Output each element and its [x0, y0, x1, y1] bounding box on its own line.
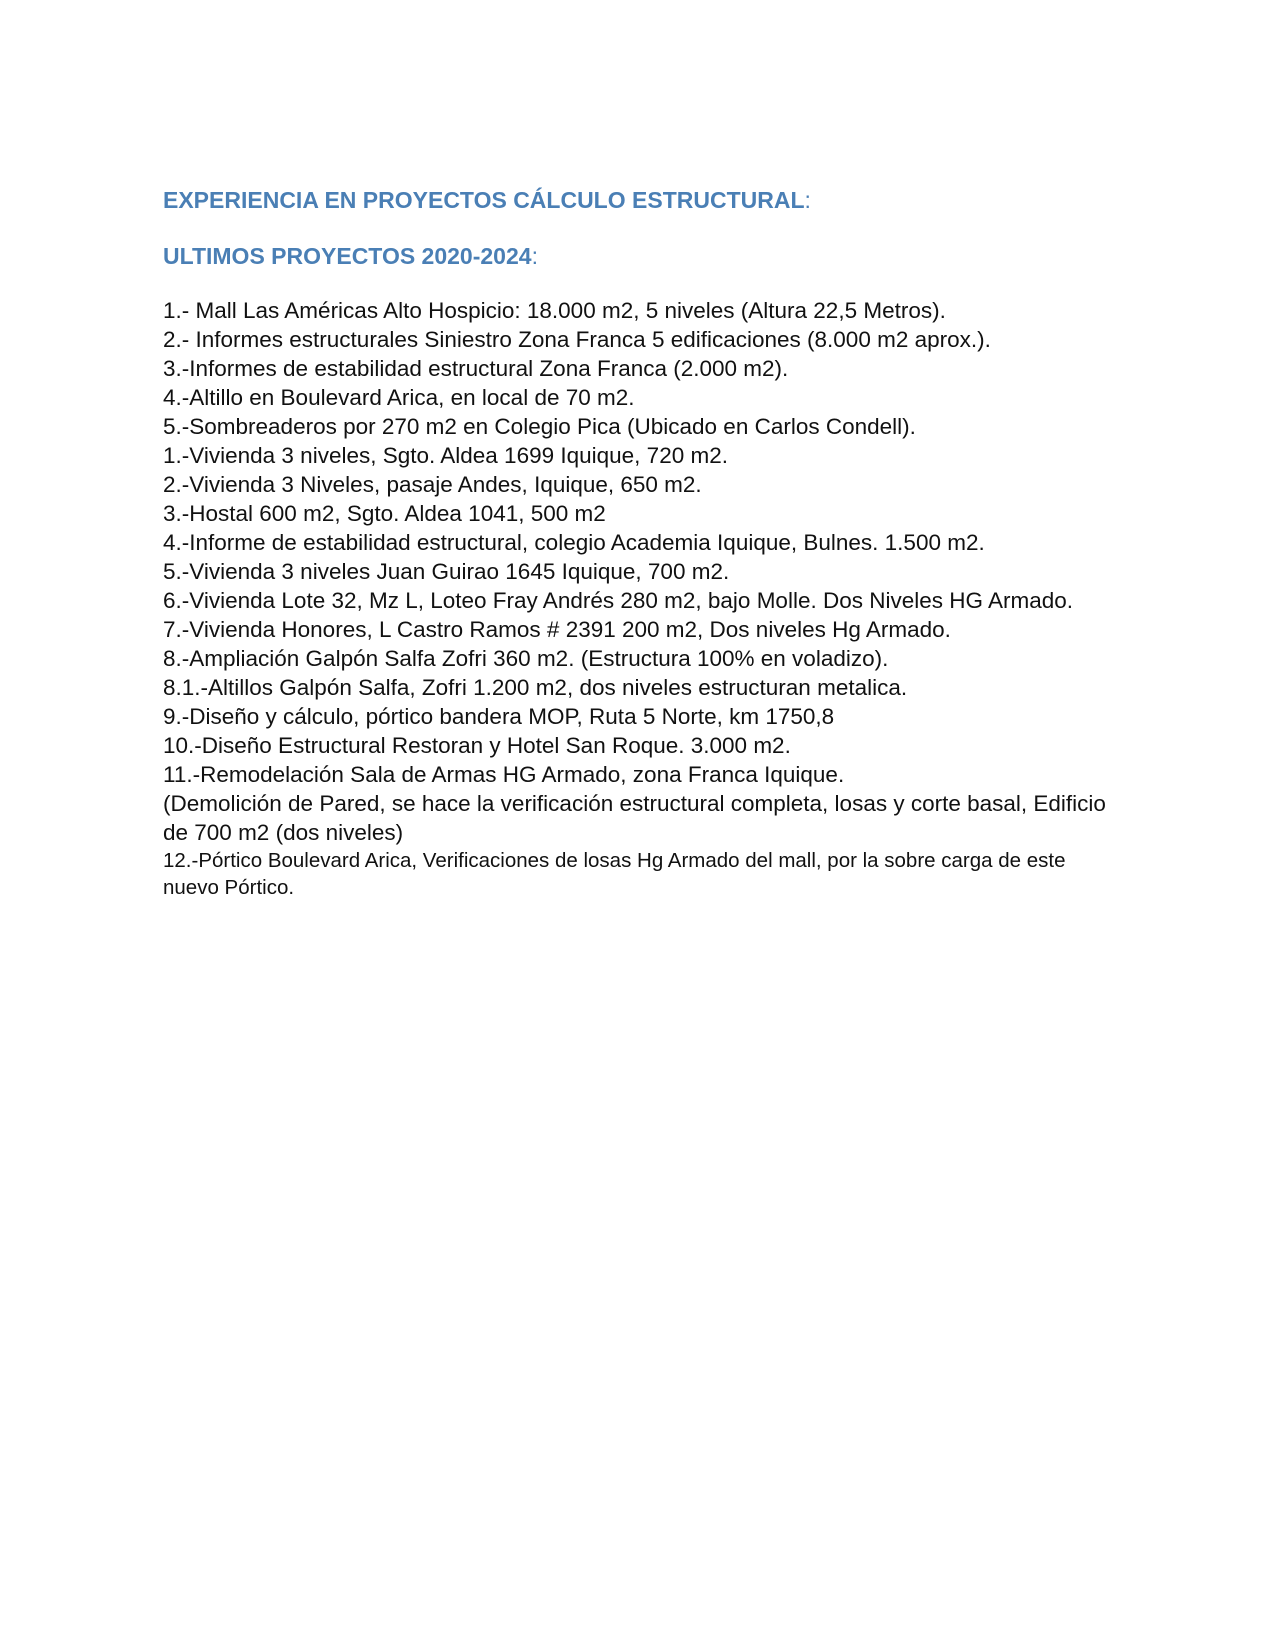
project-item: 4.-Altillo en Boulevard Arica, en local de 70 m2. [163, 385, 635, 410]
section-heading-recent-projects [163, 242, 1123, 270]
project-item: 3.-Hostal 600 m2, Sgto. Aldea 1041, 500 m2 [163, 501, 606, 526]
project-item: 4.-Informe de estabilidad estructural, colegio Academia Iquique, Bulnes. 1.500 m2. [163, 530, 985, 555]
project-item: 1.- Mall Las Américas Alto Hospicio: 18.000 m2, 5 niveles (Altura 22,5 Metros). [163, 298, 946, 323]
project-item: 2.- Informes estructurales Siniestro Zona Franca 5 edificaciones (8.000 m2 aprox.). [163, 327, 991, 352]
project-item: 5.-Sombreaderos por 270 m2 en Colegio Pica (Ubicado en Carlos Condell). [163, 414, 916, 439]
project-item-note: (Demolición de Pared, se hace la verificación estructural completa, losas y corte basal, Edificio de 700 m2 (dos niveles) [163, 791, 1106, 845]
project-item: 12.-Pórtico Boulevard Arica, Verificaciones de losas Hg Armado del mall, por la sobre carga de este nuevo Pórtico. [163, 849, 1066, 899]
project-item: 8.1.-Altillos Galpón Salfa, Zofri 1.200 m2, dos niveles estructuran metalica. [163, 675, 908, 700]
project-item: 10.-Diseño Estructural Restoran y Hotel San Roque. 3.000 m2. [163, 733, 791, 758]
project-item: 5.-Vivienda 3 niveles Juan Guirao 1645 Iquique, 700 m2. [163, 559, 730, 584]
section-heading-experience-text: EXPERIENCIA EN PROYECTOS CÁLCULO ESTRUCTURAL [163, 187, 805, 213]
project-item: 7.-Vivienda Honores, L Castro Ramos # 2391 200 m2, Dos niveles Hg Armado. [163, 617, 951, 642]
project-item: 8.-Ampliación Galpón Salfa Zofri 360 m2. (Estructura 100% en voladizo). [163, 646, 889, 671]
project-item: 6.-Vivienda Lote 32, Mz L, Loteo Fray Andrés 280 m2, bajo Molle. Dos Niveles HG Armado. [163, 588, 1074, 613]
project-item: 1.-Vivienda 3 niveles, Sgto. Aldea 1699 Iquique, 720 m2. [163, 443, 728, 468]
project-item: 9.-Diseño y cálculo, pórtico bandera MOP, Ruta 5 Norte, km 1750,8 [163, 704, 835, 729]
project-item: 3.-Informes de estabilidad estructural Zona Franca (2.000 m2). [163, 356, 789, 381]
project-item: 11.-Remodelación Sala de Armas HG Armado, zona Franca Iquique. [163, 762, 845, 787]
section-heading-experience [163, 186, 1123, 214]
section-heading-experience-colon: : [804, 187, 811, 213]
document-content [163, 186, 1123, 901]
project-item: 2.-Vivienda 3 Niveles, pasaje Andes, Iquique, 650 m2. [163, 472, 702, 497]
section-heading-recent-projects-text: ULTIMOS PROYECTOS 2020-2024 [163, 243, 532, 269]
section-heading-recent-projects-colon: : [531, 243, 538, 269]
